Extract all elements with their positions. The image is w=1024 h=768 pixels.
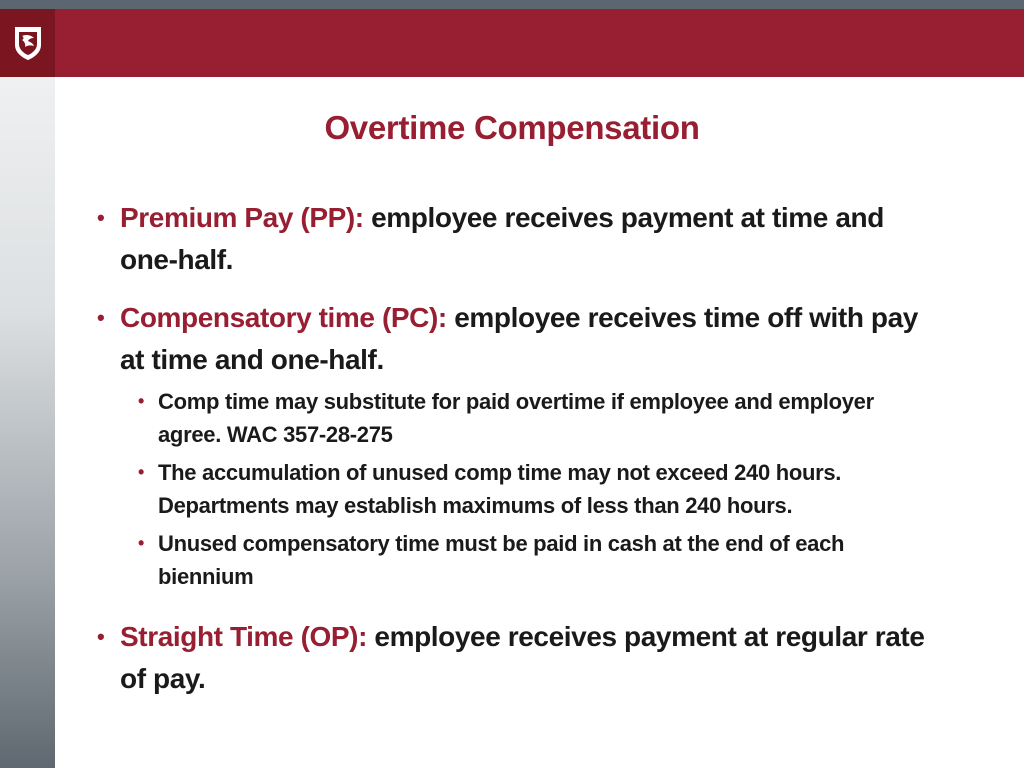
bullet-dot-icon: • — [138, 462, 145, 482]
bullet-term: Premium Pay (PP): — [120, 202, 364, 233]
bullet-text: employee receives payment at regular rate of pay. — [120, 621, 925, 694]
bullet-compensatory-time — [97, 297, 927, 381]
bullet-straight-time — [97, 616, 927, 700]
logo-box — [0, 9, 55, 77]
wsu-cougar-shield-icon — [13, 25, 43, 61]
sub-bullet-comp-substitute — [97, 385, 927, 451]
top-strip — [0, 0, 1024, 9]
bullet-dot-icon: • — [97, 305, 105, 330]
bullet-term: Straight Time (OP): — [120, 621, 368, 652]
bullet-dot-icon: • — [97, 624, 105, 649]
bullet-text: employee receives payment at time and one-half. — [120, 202, 884, 275]
left-rail — [0, 9, 55, 768]
bullet-term: Compensatory time (PC): — [120, 302, 447, 333]
sub-bullet-text: Unused compensatory time must be paid in cash at the end of each biennium — [158, 531, 845, 589]
slide-title: Overtime Compensation — [324, 109, 700, 146]
bullet-list — [97, 197, 927, 700]
bullet-dot-icon: • — [138, 533, 145, 553]
sub-bullet-text: The accumulation of unused comp time may not exceed 240 hours. Departments may establish maximums of less than 240 hours. — [158, 460, 842, 518]
bullet-dot-icon: • — [97, 205, 105, 230]
slide-content — [55, 77, 1024, 768]
header-band — [55, 9, 1024, 77]
sub-bullet-accumulation-limit — [97, 456, 927, 522]
bullet-text: employee receives time off with pay at time and one-half. — [120, 302, 918, 375]
bullet-premium-pay — [97, 197, 927, 281]
sub-bullet-cash-payout — [97, 527, 927, 593]
sub-bullet-text: Comp time may substitute for paid overtime if employee and employer agree. WAC 357-28-275 — [158, 389, 874, 447]
bullet-dot-icon: • — [138, 391, 145, 411]
